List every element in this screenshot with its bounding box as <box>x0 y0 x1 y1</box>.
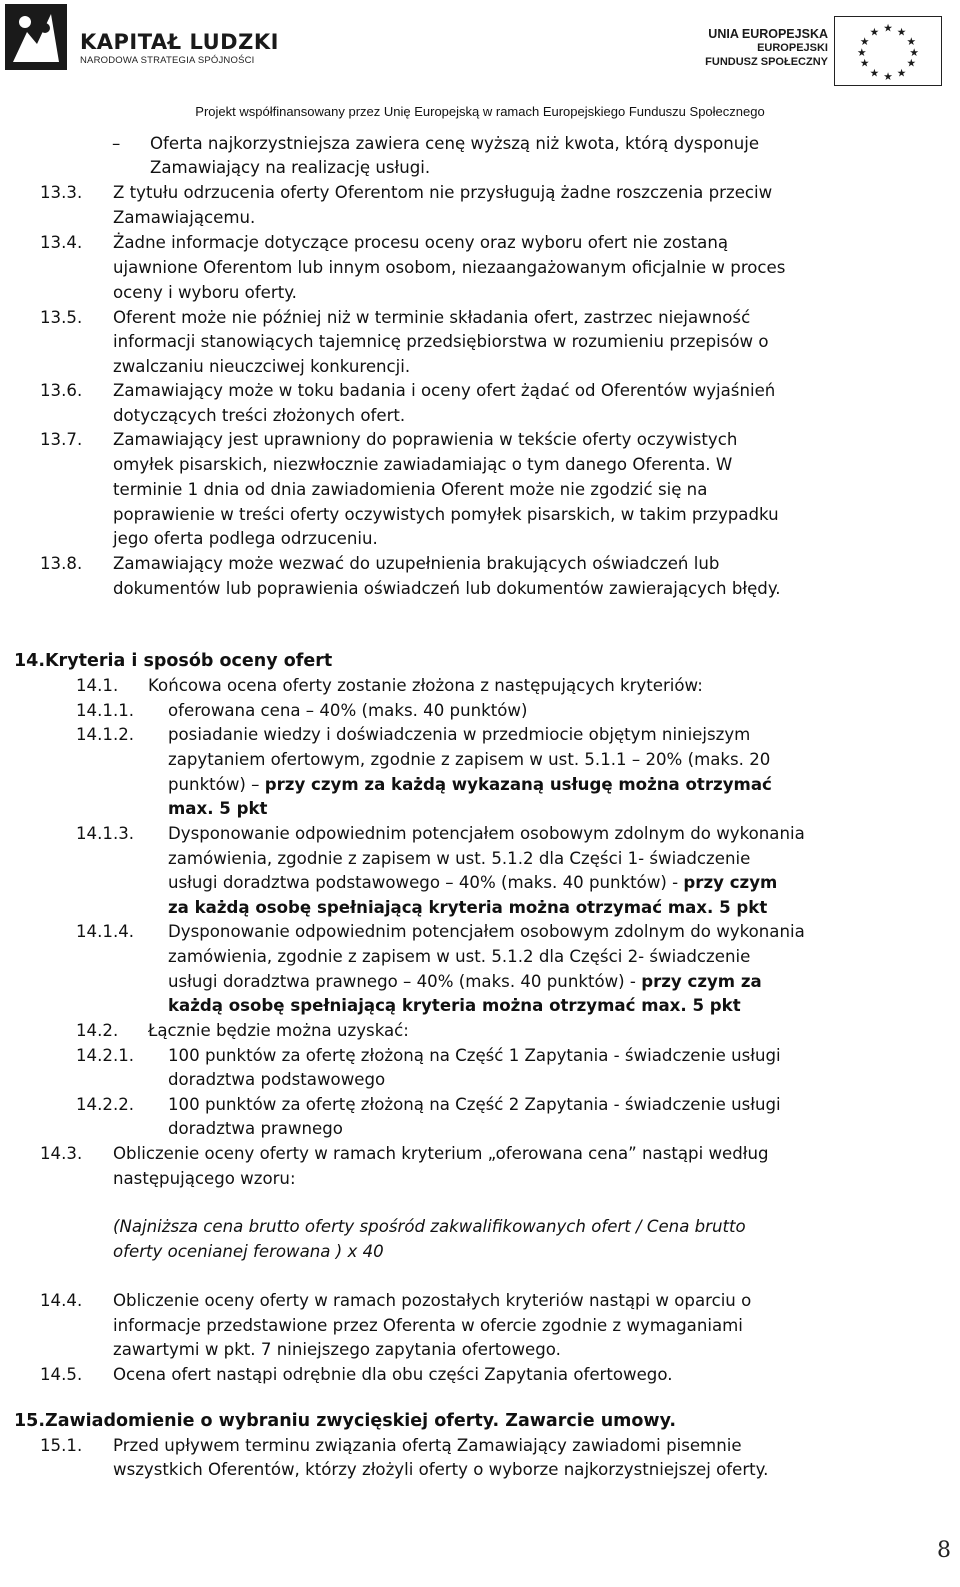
kapital-ludzki-subtitle: NARODOWA STRATEGIA SPÓJNOŚCI <box>80 55 255 66</box>
text-line: Zamawiający na realizację usługi. <box>150 158 431 177</box>
text-span: usługi doradztwa podstawowego – 40% (maks. 40 punktów) - <box>168 873 684 892</box>
text-line: Obliczenie oceny oferty w ramach kryterium „oferowana cena” nastąpi według <box>113 1144 769 1163</box>
ue-line-3: FUNDUSZ SPOŁECZNY <box>705 56 828 68</box>
text-line: omyłek pisarskich, niezwłocznie zawiadamiając o tym danego Oferenta. W <box>113 455 733 474</box>
item-number: 14.1.4. <box>76 922 135 941</box>
text-line: Dysponowanie odpowiednim potencjałem osobowym zdolnym do wykonania <box>168 922 805 941</box>
item-number: 14.1.2. <box>76 725 135 744</box>
svg-text:★: ★ <box>906 35 917 49</box>
item-number: 14.2. <box>76 1021 119 1040</box>
text-line: informacje przedstawione przez Oferenta w ofercie zgodnie z wymaganiami <box>113 1316 743 1335</box>
page-header <box>0 0 960 130</box>
text-line <box>168 970 762 995</box>
text-line: zwalczaniu nieuczciwej konkurencji. <box>113 357 411 376</box>
svg-text:★: ★ <box>883 70 893 84</box>
ue-line-1: UNIA EUROPEJSKA <box>708 27 828 41</box>
text-line: ujawnione Oferentom lub innym osobom, niezaangażowanym oficjalnie w proces <box>113 258 786 277</box>
text-line <box>168 871 777 896</box>
text-line: informacji stanowiących tajemnicę przedsiębiorstwa w rozumieniu przepisów o <box>113 332 769 351</box>
text-line: max. 5 pkt <box>168 799 268 818</box>
bold-span: przy czym <box>683 873 778 892</box>
text-line: Przed upływem terminu związania ofertą Zamawiający zawiadomi pisemnie <box>113 1436 742 1455</box>
section-heading-14: 14.Kryteria i sposób oceny ofert <box>14 651 333 671</box>
eu-flag-icon <box>834 16 942 86</box>
bold-span: przy czym za <box>641 972 762 991</box>
text-line: posiadanie wiedzy i doświadczenia w przedmiocie objętym niniejszym <box>168 725 751 744</box>
text-line: dokumentów lub poprawienia oświadczeń lub dokumentów zawierających błędy. <box>113 579 781 598</box>
item-number: 14.5. <box>40 1365 83 1384</box>
item-number: 13.8. <box>40 554 83 573</box>
text-line: zapytaniem ofertowym, zgodnie z zapisem w ust. 5.1.1 – 20% (maks. 20 <box>168 750 771 769</box>
ue-label <box>678 27 828 69</box>
item-number: 14.3. <box>40 1144 83 1163</box>
text-line: Obliczenie oceny oferty w ramach pozostałych kryteriów nastąpi w oparciu o <box>113 1291 752 1310</box>
text-line: zawartymi w pkt. 7 niniejszego zapytania ofertowego. <box>113 1340 561 1359</box>
kapital-ludzki-logo <box>5 4 67 70</box>
text-line: Ocena ofert nastąpi odrębnie dla obu części Zapytania ofertowego. <box>113 1365 673 1384</box>
text-line: każdą osobę spełniającą kryteria można otrzymać max. 5 pkt <box>168 996 741 1015</box>
text-line: dotyczących treści złożonych ofert. <box>113 406 406 425</box>
text-line: Zamawiający może w toku badania i oceny ofert żądać od Oferentów wyjaśnień <box>113 381 776 400</box>
item-number: 13.3. <box>40 183 83 202</box>
svg-text:★: ★ <box>896 66 907 80</box>
item-number: 13.5. <box>40 308 83 327</box>
item-number: 13.7. <box>40 430 83 449</box>
item-number: 14.1.3. <box>76 824 135 843</box>
item-number: 14.1.1. <box>76 701 135 720</box>
text-line: następującego wzoru: <box>113 1169 296 1188</box>
svg-text:★: ★ <box>896 25 907 39</box>
text-line: oferowana cena – 40% (maks. 40 punktów) <box>168 701 528 720</box>
formula-line: oferty ocenianej ferowana ) x 40 <box>113 1242 384 1261</box>
text-line: terminie 1 dnia od dnia zawiadomienia Oferent może nie zgodzić się na <box>113 480 708 499</box>
item-number: 13.4. <box>40 233 83 252</box>
text-line: Łącznie będzie można uzyskać: <box>148 1021 409 1040</box>
text-line: 100 punktów za ofertę złożoną na Część 2 Zapytania - świadczenie usługi <box>168 1095 781 1114</box>
text-line: zamówienia, zgodnie z zapisem w ust. 5.1.2 dla Części 2- świadczenie <box>168 947 751 966</box>
text-span: punktów) – <box>168 775 265 794</box>
item-number: 14.4. <box>40 1291 83 1310</box>
section-heading-15: 15.Zawiadomienie o wybraniu zwycięskiej oferty. Zawarcie umowy. <box>14 1411 677 1431</box>
text-line: Dysponowanie odpowiednim potencjałem osobowym zdolnym do wykonania <box>168 824 805 843</box>
cofinancing-banner: Projekt współfinansowany przez Unię Europejską w ramach Europejskiego Funduszu Społecznego <box>195 104 765 119</box>
text-line: 100 punktów za ofertę złożoną na Część 1 Zapytania - świadczenie usługi <box>168 1046 781 1065</box>
item-number: 15.1. <box>40 1436 83 1455</box>
svg-text:★: ★ <box>869 66 880 80</box>
text-line: doradztwa podstawowego <box>168 1070 386 1089</box>
dash-bullet: – <box>112 134 121 153</box>
text-line: Oferta najkorzystniejsza zawiera cenę wyższą niż kwota, którą dysponuje <box>150 134 760 153</box>
text-line: Żadne informacje dotyczące procesu oceny oraz wyboru ofert nie zostaną <box>113 233 729 252</box>
item-number: 14.2.2. <box>76 1095 135 1114</box>
page-number: 8 <box>937 1538 951 1563</box>
svg-text:★: ★ <box>859 56 870 70</box>
text-line: wszystkich Oferentów, którzy złożyli oferty o wyborze najkorzystniejszej oferty. <box>113 1460 769 1479</box>
text-line: Zamawiający jest uprawniony do poprawienia w tekście oferty oczywistych <box>113 430 738 449</box>
text-line: doradztwa prawnego <box>168 1119 343 1138</box>
formula-line: (Najniższa cena brutto oferty spośród zakwalifikowanych ofert / Cena brutto <box>113 1217 746 1236</box>
text-line: Zamawiającemu. <box>113 208 256 227</box>
svg-text:★: ★ <box>909 45 920 59</box>
item-number: 14.2.1. <box>76 1046 135 1065</box>
text-line: Zamawiający może wezwać do uzupełnienia brakujących oświadczeń lub <box>113 554 720 573</box>
text-line: Końcowa ocena oferty zostanie złożona z następujących kryteriów: <box>148 676 703 695</box>
text-line: Z tytułu odrzucenia oferty Oferentom nie przysługują żadne roszczenia przeciw <box>113 183 773 202</box>
text-line: oceny i wyboru oferty. <box>113 283 297 302</box>
svg-text:★: ★ <box>856 45 867 59</box>
svg-text:★: ★ <box>859 35 870 49</box>
text-line: Oferent może nie później niż w terminie składania ofert, zastrzec niejawność <box>113 308 751 327</box>
bold-span: przy czym za każdą wykazaną usługę można otrzymać <box>264 775 772 794</box>
text-span: usługi doradztwa prawnego – 40% (maks. 40 punktów) - <box>168 972 642 991</box>
text-line: zamówienia, zgodnie z zapisem w ust. 5.1.2 dla Części 1- świadczenie <box>168 849 751 868</box>
svg-text:★: ★ <box>906 56 917 70</box>
text-line: za każdą osobę spełniającą kryteria można otrzymać max. 5 pkt <box>168 898 768 917</box>
svg-text:★: ★ <box>869 25 880 39</box>
text-line <box>168 773 772 798</box>
svg-text:★: ★ <box>883 21 893 35</box>
text-line: jego oferta podlega odrzuceniu. <box>113 529 378 548</box>
ue-line-2: EUROPEJSKI <box>757 42 828 54</box>
item-number: 14.1. <box>76 676 119 695</box>
item-number: 13.6. <box>40 381 83 400</box>
kapital-ludzki-title: KAPITAŁ LUDZKI <box>80 30 279 54</box>
text-line: poprawienie w treści oferty oczywistych pomyłek pisarskich, w takim przypadku <box>113 505 779 524</box>
